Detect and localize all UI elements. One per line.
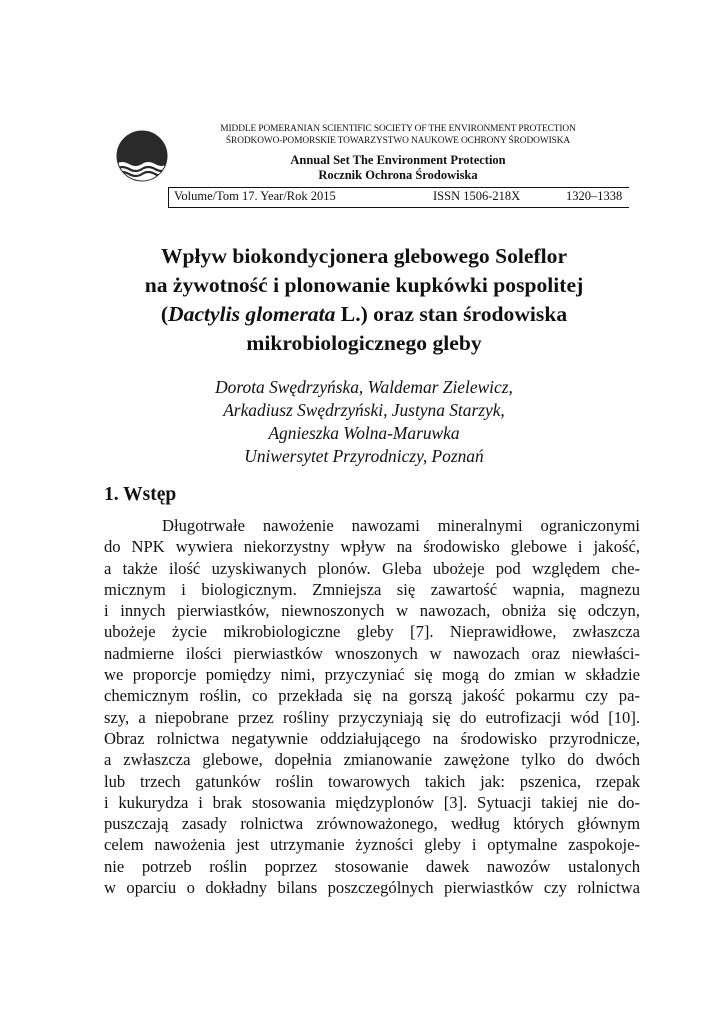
title-line-4: mikrobiologicznego gleby bbox=[246, 331, 482, 355]
paragraph-line: ubożeje życie mikrobiologiczne gleby [7]. Nieprawidłowe, zwłaszcza bbox=[104, 622, 640, 642]
authors-line-3: Agnieszka Wolna-Maruwka bbox=[268, 423, 460, 443]
paragraph-line: i innych pierwiastków, niewnoszonych w nawozach, obniża się odczyn, bbox=[104, 601, 640, 621]
title-line-3: (Dactylis glomerata L.) oraz stan środowiska bbox=[160, 302, 568, 326]
header-rule-left bbox=[168, 187, 169, 208]
authors-line-2: Arkadiusz Swędrzyński, Justyna Starzyk, bbox=[223, 400, 505, 420]
paragraph-line: szy, a niepobrane przez rośliny przyczyniają się do eutrofizacji wód [10]. bbox=[104, 707, 640, 727]
paragraph-line: puszczają zasady rolnictwa zrównoważonego, według których głównym bbox=[104, 814, 640, 834]
paragraph-line: do NPK wywiera niekorzystny wpływ na środowisko glebowe i jakość, bbox=[104, 537, 640, 557]
affiliation: Uniwersytet Przyrodniczy, Poznań bbox=[244, 446, 484, 466]
paragraph-line: lub trzech gatunków roślin towarowych takich jak: pszenica, rzepak bbox=[104, 771, 640, 791]
authors-line-1: Dorota Swędrzyńska, Waldemar Zielewicz, bbox=[215, 377, 513, 397]
section-heading: 1. Wstęp bbox=[104, 484, 177, 505]
paragraph-line: micznym i biologicznym. Zmniejsza się zawartość wapnia, magnezu bbox=[104, 579, 640, 599]
title-line-2: na żywotność i plonowanie kupkówki pospolitej bbox=[144, 273, 584, 297]
society-name-en: MIDDLE POMERANIAN SCIENTIFIC SOCIETY OF THE ENVIRONMENT PROTECTION bbox=[220, 124, 576, 134]
title-line-1: Wpływ biokondycjonera glebowego Soleflor bbox=[160, 244, 568, 268]
header-rule-bottom bbox=[168, 207, 629, 208]
journal-name-pl: Rocznik Ochrona Środowiska bbox=[318, 168, 478, 182]
journal-name-en: Annual Set The Environment Protection bbox=[290, 153, 506, 167]
society-logo-icon bbox=[116, 130, 168, 182]
paragraph-line: Długotrwałe nawożenie nawozami mineralnymi ograniczonymi bbox=[162, 516, 640, 535]
paragraph-line: celem nawożenia jest utrzymanie żyzności gleby i optymalne zaspokoje- bbox=[104, 835, 640, 855]
paragraph-line: Obraz rolnictwa negatywnie oddziałującego na środowisko przyrodnicze, bbox=[104, 728, 640, 748]
intro-paragraph bbox=[104, 515, 640, 898]
society-name-pl: ŚRODKOWO-POMORSKIE TOWARZYSTWO NAUKOWE OCHRONY ŚRODOWISKA bbox=[225, 136, 571, 146]
page-range: 1320–1338 bbox=[566, 189, 623, 203]
paragraph-line: chemicznym roślin, co przekłada się na gorszą jakość pokarmu czy pa- bbox=[104, 686, 640, 706]
volume-year: Volume/Tom 17. Year/Rok 2015 bbox=[174, 189, 336, 203]
paragraph-line: i kukurydza i brak stosowania międzyplonów [3]. Sytuacji takiej nie do- bbox=[104, 792, 640, 812]
paragraph-line: nie potrzeb roślin poprzez stosowanie dawek nawozów ustalonych bbox=[104, 856, 640, 876]
paragraph-line: nadmierne ilości pierwiastków wnoszonych w nawozach oraz niewłaści- bbox=[104, 643, 640, 663]
header-rule-top bbox=[168, 187, 629, 188]
paragraph-line: w oparciu o dokładny bilans poszczególnych pierwiastków czy rolnictwa bbox=[104, 878, 640, 898]
paragraph-line: a także ilość uzyskiwanych plonów. Gleba ubożeje pod względem che- bbox=[104, 558, 640, 578]
paragraph-line: a zwłaszcza glebowe, dopełnia zmianowanie zawężone tylko do dwóch bbox=[104, 750, 640, 770]
paragraph-line: we proporcje pomiędzy nimi, przyczyniać się mogą do zmian w składzie bbox=[104, 665, 640, 685]
issn: ISSN 1506-218X bbox=[433, 189, 521, 203]
species-name: Dactylis glomerata bbox=[168, 302, 336, 326]
